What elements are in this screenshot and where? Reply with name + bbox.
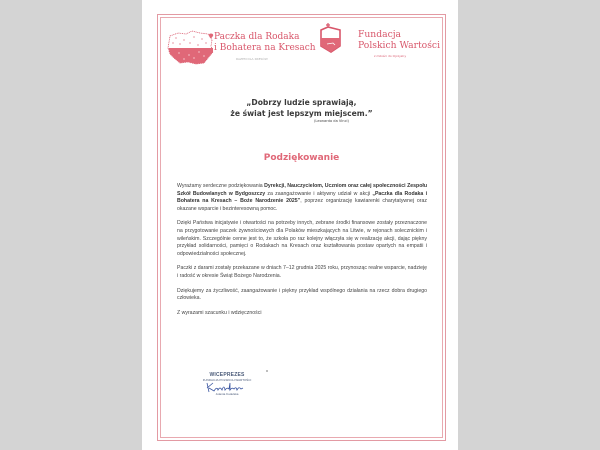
logo-right-subtitle: z miłości do Ojczyzny (374, 54, 407, 58)
paragraph-4: Dziękujemy za życzliwość, zaangażowanie i piękny przykład wspólnego działania na rzecz dobra drugiego człowieka. (177, 287, 427, 302)
letter-body (177, 183, 427, 324)
fundacja-polskich-wartosci-logo (318, 22, 448, 72)
p1-text-1: Wyrażamy serdeczne podziękowania (177, 183, 265, 189)
logo-right-title-line2: Polskich Wartości (358, 40, 441, 51)
paczka-dla-rodaka-logo (162, 24, 316, 74)
signature-role: WICEPREZES (209, 372, 245, 378)
p1-bold-campaign: „Paczka dla Rodaka i Bohatera na Kresach – Boże Narodzenie 2025” (177, 190, 428, 205)
signature-stamp (177, 372, 277, 402)
quote (160, 97, 443, 119)
shield-flag-icon (318, 22, 344, 54)
signature-name: Jolanta Kudelska (215, 392, 239, 396)
quote-line2: że świat jest lepszym miejscem.” (230, 109, 373, 118)
logo-left-subtitle: RAZEM DLA KRESÓW (236, 57, 268, 61)
logo-right-title (358, 29, 440, 51)
logo-left-title-line1: Paczka dla Rodaka (214, 32, 300, 42)
signature-organization: FUNDACJA POLSKICH WARTOŚCI (202, 378, 252, 382)
letter-heading: Podziękowanie (263, 153, 340, 163)
decorative-dot (266, 370, 268, 372)
logo-left-title (214, 32, 316, 54)
p1-text-3: , poprzez organizację kawiarenki charytatywnej oraz okazane wsparcie i bezinteresowną pomoc. (177, 198, 427, 212)
logo-right-title-line1: Fundacja (358, 29, 402, 40)
closing-line: Z wyrazami szacunku i wdzięczności (177, 309, 262, 316)
p1-bold-recipients: Dyrekcji, Nauczycielom, Uczniom oraz całej społeczności Zespołu Szkół Budowlanych w Bydgoszczy (177, 183, 427, 197)
paragraph-1 (177, 183, 427, 213)
paragraph-3: Paczki z darami zostały przekazane w dniach 7–12 grudnia 2025 roku, przynosząc realne wsparcie, nadzieję i radość w okresie Świąt Bożego Narodzenia. (177, 265, 427, 279)
p1-text-2: za zaangażowanie i aktywny udział w akcji (265, 190, 373, 197)
handwritten-signature (205, 380, 245, 394)
quote-line1: „Dobrzy ludzie sprawiają, (246, 98, 357, 107)
paragraph-2: Dzięki Państwa inicjatywie i otwartości na potrzeby innych, zebrane środki finansowe zostały przeznaczone na przygotowanie paczek żywnościowych dla Polaków mieszkających na Litwie, w rejonach solecznickim i wileńskim. Szczególnie cenne jest to, że szkoła po raz kolejny włączyła się w realizację akcji, dając piękny przykład solidarności, pamięci o Rodakach na Kresach oraz kształtowania postaw opartych na empatii i odpowiedzialności społecznej. (177, 220, 427, 257)
quote-author: (Leonardo da Vinci) (314, 119, 349, 123)
logo-left-title-line2: i Bohatera na Kresach (214, 43, 316, 53)
